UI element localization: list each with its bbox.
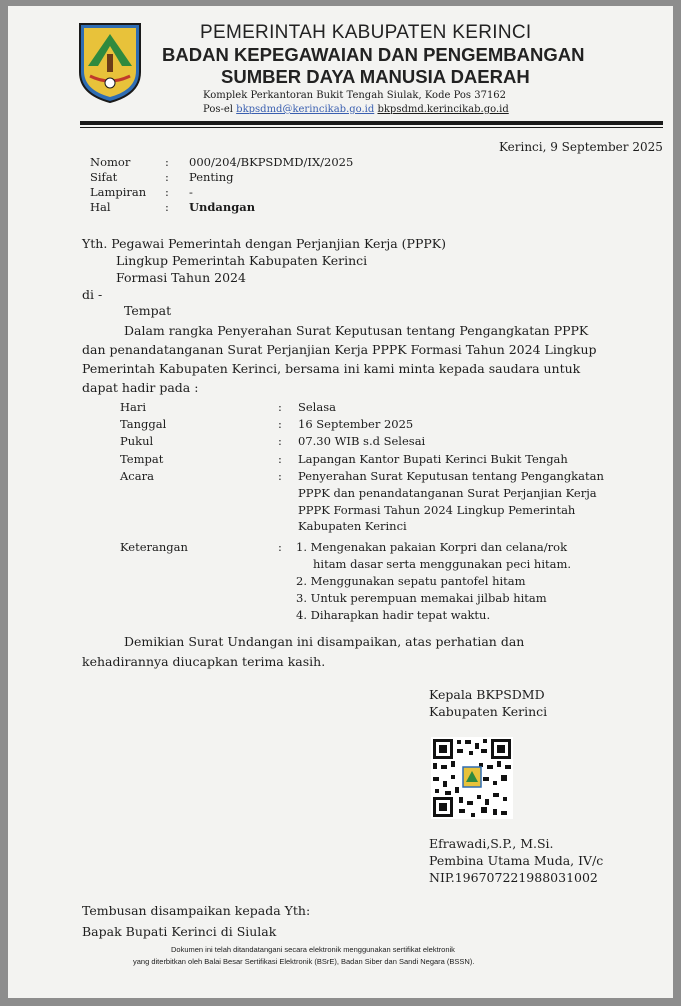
kerinci-regency-emblem-icon (76, 20, 144, 104)
meta-colon: : (165, 170, 169, 184)
details-colon: : (278, 434, 282, 448)
tembusan-heading: Tembusan disampaikan kepada Yth: (82, 903, 311, 918)
addressee-line-3: Formasi Tahun 2024 (116, 270, 246, 285)
details-colon: : (278, 540, 282, 554)
signature-title-2: Kabupaten Kerinci (429, 704, 548, 719)
paragraph-line: dapat hadir pada : (82, 380, 199, 395)
addressee-line-4: di - (82, 287, 103, 302)
acara-line: Kabupaten Kerinci (298, 519, 407, 533)
kop-divider-thin (80, 127, 663, 128)
acara-line: PPPK dan penandatanganan Surat Perjanjian Kerja (298, 486, 597, 500)
signatory-rank: Pembina Utama Muda, IV/c (429, 853, 604, 868)
sifat-label: Sifat (90, 170, 118, 184)
tempat-value: Lapangan Kantor Bupati Kerinci Bukit Tengah (298, 452, 568, 466)
signature-qr-code-icon (431, 737, 513, 819)
signatory-name: Efrawadi,S.P., M.Si. (429, 836, 554, 851)
tempat-label: Tempat (120, 452, 164, 466)
nomor-value: 000/204/BKPSDMD/IX/2025 (189, 155, 354, 169)
nomor-label: Nomor (90, 155, 131, 169)
meta-colon: : (165, 185, 169, 199)
paragraph-line: dan penandatanganan Surat Perjanjian Kerja PPPK Formasi Tahun 2024 Lingkup (82, 342, 597, 357)
tanggal-value: 16 September 2025 (298, 417, 414, 431)
lampiran-value: - (189, 185, 193, 199)
hari-label: Hari (120, 400, 147, 414)
email-link[interactable]: bkpsdmd@kerincikab.go.id (236, 104, 375, 115)
paragraph-line: Dalam rangka Penyerahan Surat Keputusan tentang Pengangkatan PPPK (124, 323, 589, 338)
kop-address: Komplek Perkantoran Bukit Tengah Siulak, Kode Pos 37162 (203, 90, 507, 101)
acara-line: Penyerahan Surat Keputusan tentang Pengangkatan (298, 469, 604, 483)
footer-line-2: yang diterbitkan oleh Balai Besar Sertifikasi Elektronik (BSrE), Badan Siber dan Sandi Negara (BSSN). (133, 957, 475, 966)
acara-label: Acara (120, 469, 154, 483)
hal-value: Undangan (189, 200, 256, 214)
kop-contact (203, 104, 509, 115)
pukul-value: 07.30 WIB s.d Selesai (298, 434, 426, 448)
addressee-line-5: Tempat (124, 303, 172, 318)
tanggal-label: Tanggal (120, 417, 167, 431)
email-prefix: Pos-el (203, 104, 233, 115)
keterangan-item: 3. Untuk perempuan memakai jilbab hitam (296, 591, 547, 605)
closing-line: kehadirannya diucapkan terima kasih. (82, 654, 326, 669)
details-colon: : (278, 417, 282, 431)
signature-title-1: Kepala BKPSDMD (429, 687, 545, 702)
addressee-line-1: Yth. Pegawai Pemerintah dengan Perjanjian Kerja (PPPK) (82, 236, 446, 251)
paragraph-line: Pemerintah Kabupaten Kerinci, bersama ini kami minta kepada saudara untuk (82, 361, 581, 376)
pukul-label: Pukul (120, 434, 154, 448)
footer-line-1: Dokumen ini telah ditandatangani secara elektronik menggunakan sertifikat elektronik (171, 945, 455, 954)
keterangan-item: hitam dasar serta menggunakan peci hitam. (313, 557, 572, 571)
kop-line-3: SUMBER DAYA MANUSIA DAERAH (221, 66, 530, 87)
meta-colon: : (165, 155, 169, 169)
keterangan-item: 1. Mengenakan pakaian Korpri dan celana/rok (296, 540, 568, 554)
details-colon: : (278, 400, 282, 414)
hari-value: Selasa (298, 400, 336, 414)
tembusan-item: Bapak Bupati Kerinci di Siulak (82, 924, 277, 939)
sifat-value: Penting (189, 170, 234, 184)
keterangan-item: 2. Menggunakan sepatu pantofel hitam (296, 574, 526, 588)
kop-line-1: PEMERINTAH KABUPATEN KERINCI (200, 22, 532, 43)
addressee-line-2: Lingkup Pemerintah Kabupaten Kerinci (116, 253, 368, 268)
kop-divider-thick (80, 121, 663, 125)
lampiran-label: Lampiran (90, 185, 147, 199)
details-colon: : (278, 469, 282, 483)
closing-line: Demikian Surat Undangan ini disampaikan, atas perhatian dan (124, 634, 525, 649)
signatory-nip: NIP.196707221988031002 (429, 870, 598, 885)
details-colon: : (278, 452, 282, 466)
kop-line-2: BADAN KEPEGAWAIAN DAN PENGEMBANGAN (162, 44, 585, 65)
keterangan-item: 4. Diharapkan hadir tepat waktu. (296, 608, 491, 622)
meta-colon: : (165, 200, 169, 214)
letter-date: Kerinci, 9 September 2025 (499, 140, 663, 154)
website-link[interactable]: bkpsdmd.kerincikab.go.id (377, 104, 509, 115)
hal-label: Hal (90, 200, 111, 214)
acara-line: PPPK Formasi Tahun 2024 Lingkup Pemerintah (298, 503, 576, 517)
keterangan-label: Keterangan (120, 540, 188, 554)
